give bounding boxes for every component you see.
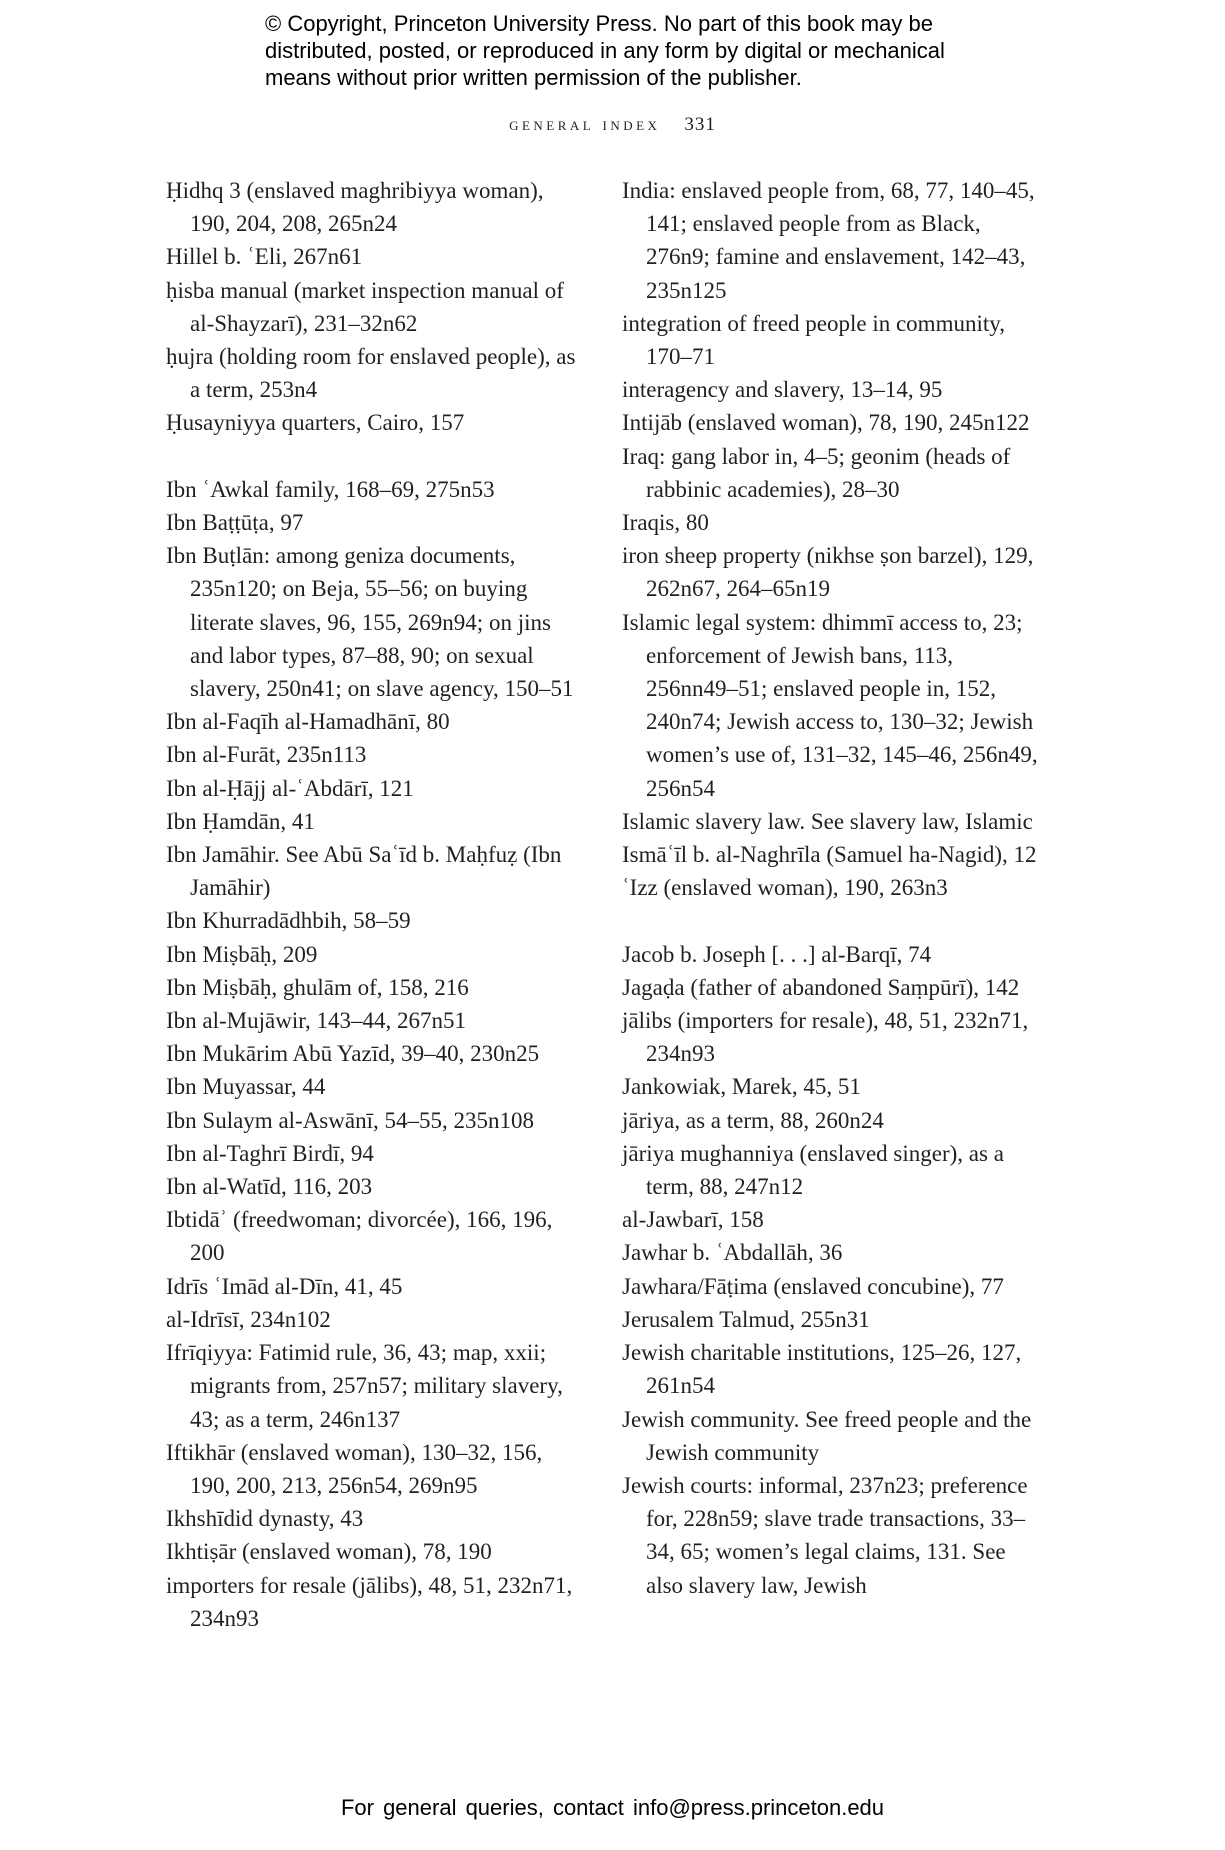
index-entry: iron sheep property (nikhse ṣon barzel), 129, 262n67, 264–65n19 [622,543,1034,602]
index-entry: Ibn Mukārim Abū Yazīd, 39–40, 230n25 [166,1041,540,1067]
index-entry: Jewish community. See freed people and the Jewish community [622,1406,1032,1465]
index-entry: Jacob b. Joseph [. . .] al-Barqī, 74 [622,941,932,967]
index-entry: Jagaḍa (father of abandoned Saṃpūrī), 142 [622,974,1020,1000]
index-entry: Ikhshīdid dynasty, 43 [166,1506,364,1532]
index-entry: Islamic legal system: dhimmī access to, 23; enforcement of Jewish bans, 113, 256nn49–51; enslaved people in, 152, 240n74; Jewish access to, 130–32; Jewish women’s use of, 131–32, 145–46, 256n49, 256n54 [622,609,1038,801]
index-entry: Jewish charitable institutions, 125–26, 127, 261n54 [622,1340,1022,1399]
index-entry: Ibn al-Taghrī Birdī, 94 [166,1140,374,1166]
footer-contact: For general queries, contact info@press.princeton.edu [340,1795,885,1820]
running-head [0,114,1225,136]
index-entry: Ibn al-Watīd, 116, 203 [166,1174,373,1200]
index-entry: Jewish courts: informal, 237n23; preference for, 228n59; slave trade transactions, 33–34, 65; women’s legal claims, 131. See also slavery law, Jewish [622,1472,1028,1598]
index-entry: interagency and slavery, 13–14, 95 [622,377,943,403]
index-entry: Jankowiak, Marek, 45, 51 [622,1074,861,1100]
index-entry: Ḥidhq 3 (enslaved maghribiyya woman), 190, 204, 208, 265n24 [166,178,544,237]
index-entry: al-Idrīsī, 234n102 [166,1306,331,1332]
index-entry: Intijāb (enslaved woman), 78, 190, 245n122 [622,410,1030,436]
index-entry: Ibn ʿAwkal family, 168–69, 275n53 [166,476,495,502]
index-entry: Hillel b. ʿEli, 267n61 [166,244,363,270]
index-entry: jāriya mughanniya (enslaved singer), as a term, 88, 247n12 [622,1140,1004,1200]
index-entry: Iftikhār (enslaved woman), 130–32, 156, 190, 200, 213, 256n54, 269n95 [166,1439,543,1498]
index-entry: Islamic slavery law. See slavery law, Islamic [622,808,1033,834]
index-entry: jāriya, as a term, 88, 260n24 [622,1107,884,1133]
index-entry: Ibn Buṭlān: among geniza documents, 235n120; on Beja, 55–56; on buying literate slaves, 96, 155, 269n94; on jins and labor types, 87–88, 90; on sexual slavery, 250n41; on slave agency, 150–51 [166,543,574,702]
copyright-notice [265,10,1025,91]
index-entry: Ibn al-Furāt, 235n113 [166,742,367,768]
index-entry: Ibn al-Ḥājj al-ʿAbdārī, 121 [166,775,414,801]
index-entry: Ibn al-Faqīh al-Hamadhānī, 80 [166,709,450,735]
copyright-line: © Copyright, Princeton University Press. No part of this book may be [265,11,933,36]
index-entry: jālibs (importers for resale), 48, 51, 232n71, 234n93 [622,1008,1029,1067]
index-entry: Ibn Ḥamdān, 41 [166,808,315,834]
copyright-line: distributed, posted, or reproduced in any form by digital or mechanical [265,38,945,63]
index-entry: Ibn Miṣbāḥ, 209 [166,941,318,967]
index-entry: Ismāʿīl b. al-Naghrīla (Samuel ha-Nagid), 12 [622,842,1037,868]
index-entry: ʿIzz (enslaved woman), 190, 263n3 [622,875,948,901]
index-entry: Jerusalem Talmud, 255n31 [622,1306,870,1332]
index-entry: Ibn Jamāhir. See Abū Saʿīd b. Maḥfuẓ (Ibn Jamāhir) [166,842,562,901]
index-entry: ḥujra (holding room for enslaved people), as a term, 253n4 [166,344,576,403]
index-entry: Jawhar b. ʿAbdallāh, 36 [622,1240,843,1266]
index-entry: Ibn Sulaym al-Aswānī, 54–55, 235n108 [166,1107,534,1133]
index-entry: Ikhtiṣār (enslaved woman), 78, 190 [166,1539,492,1565]
index-entry: ḥisba manual (market inspection manual of al-Shayzarī), 231–32n62 [166,277,564,336]
index-entry: integration of freed people in community, 170–71 [622,310,1006,370]
index-column-right [622,174,1042,1602]
index-entry: Idrīs ʿImād al-Dīn, 41, 45 [166,1273,403,1299]
index-entry: Ḥusayniyya quarters, Cairo, 157 [166,410,465,436]
index-entry: Iraq: gang labor in, 4–5; geonim (heads of rabbinic academies), 28–30 [622,443,1011,502]
index-entry: Ifrīqiyya: Fatimid rule, 36, 43; map, xxii; migrants from, 257n57; military slavery, 43; as a term, 246n137 [166,1340,563,1432]
index-entry: Ibn al-Mujāwir, 143–44, 267n51 [166,1008,466,1034]
index-entry: India: enslaved people from, 68, 77, 140–45, 141; enslaved people from as Black, 276n9; famine and enslavement, 142–43, 235n125 [622,178,1035,303]
index-entry: Ibn Muyassar, 44 [166,1074,326,1100]
index-entry: Ibn Miṣbāḥ, ghulām of, 158, 216 [166,974,469,1000]
index-entry: al-Jawbarī, 158 [622,1207,764,1233]
page-number: 331 [684,114,716,135]
index-entry: importers for resale (jālibs), 48, 51, 232n71, 234n93 [166,1572,573,1631]
running-title: general index [509,114,661,135]
index-entry: Ibn Baṭṭūṭa, 97 [166,510,304,536]
copyright-line: means without prior written permission of the publisher. [265,65,802,90]
index-entry: Jawhara/Fāṭima (enslaved concubine), 77 [622,1273,1004,1299]
index-entry: Ibtidāʾ (freedwoman; divorcée), 166, 196, 200 [166,1207,553,1266]
index-entry: Ibn Khurradādhbih, 58–59 [166,908,411,934]
index-entry: Iraqis, 80 [622,510,709,536]
index-column-left [166,174,586,1635]
